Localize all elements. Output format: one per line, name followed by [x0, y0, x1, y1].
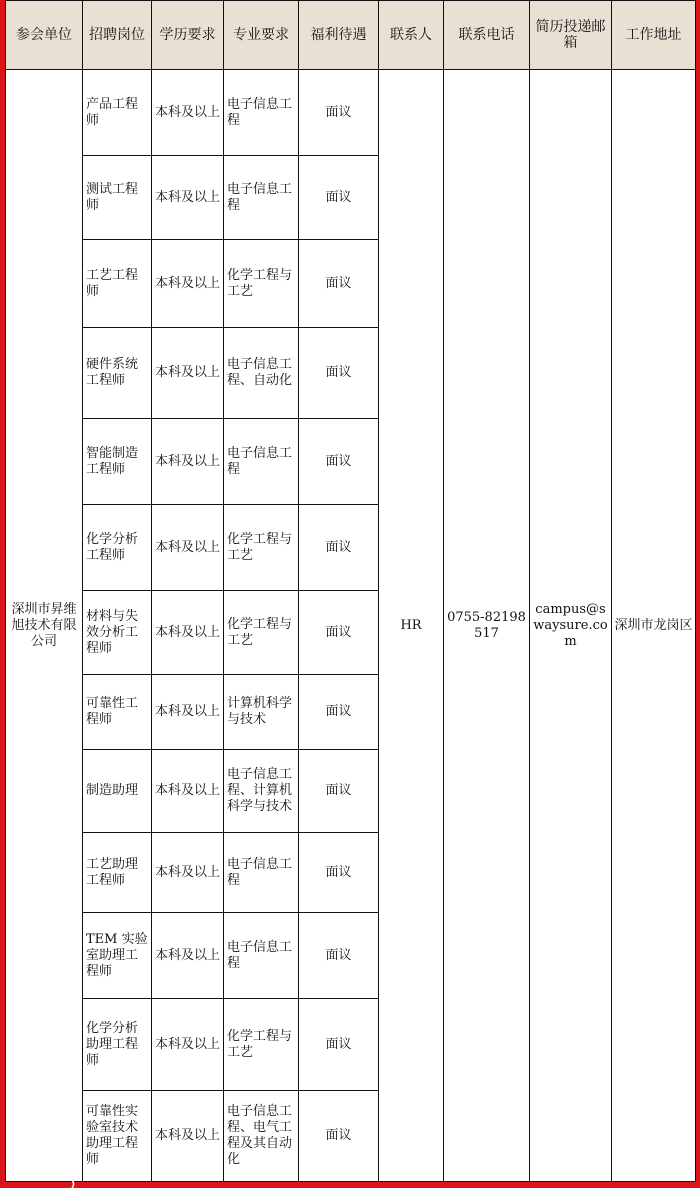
- header-company: 参会单位: [6, 1, 83, 70]
- benefits-cell: 面议: [299, 505, 379, 591]
- table-body: [6, 70, 696, 1182]
- header-contact: 联系人: [379, 1, 444, 70]
- major-cell: 电子信息工程、自动化: [224, 328, 299, 419]
- recruitment-table: [5, 0, 696, 1182]
- major-cell: 电子信息工程: [224, 913, 299, 999]
- major-cell: 化学工程与工艺: [224, 240, 299, 328]
- header-position: 招聘岗位: [83, 1, 152, 70]
- position-cell: 工艺工程师: [83, 240, 152, 328]
- education-cell: 本科及以上: [152, 675, 224, 750]
- education-cell: 本科及以上: [152, 70, 224, 156]
- benefits-cell: 面议: [299, 999, 379, 1091]
- address-cell: 深圳市龙岗区: [612, 70, 696, 1182]
- education-cell: 本科及以上: [152, 156, 224, 240]
- benefits-cell: 面议: [299, 328, 379, 419]
- header-row: [6, 1, 696, 70]
- phone-cell: 0755-82198517: [444, 70, 530, 1182]
- position-cell: 可靠性实验室技术助理工程师: [83, 1091, 152, 1182]
- position-cell: 产品工程师: [83, 70, 152, 156]
- benefits-cell: 面议: [299, 591, 379, 675]
- table-row: [6, 70, 696, 156]
- position-cell: 可靠性工程师: [83, 675, 152, 750]
- major-cell: 电子信息工程: [224, 419, 299, 505]
- position-cell: 材料与失效分析工程师: [83, 591, 152, 675]
- position-cell: 智能制造工程师: [83, 419, 152, 505]
- benefits-cell: 面议: [299, 1091, 379, 1182]
- benefits-cell: 面议: [299, 240, 379, 328]
- major-cell: 化学工程与工艺: [224, 999, 299, 1091]
- benefits-cell: 面议: [299, 70, 379, 156]
- benefits-cell: 面议: [299, 750, 379, 833]
- benefits-cell: 面议: [299, 419, 379, 505]
- position-cell: 工艺助理工程师: [83, 833, 152, 913]
- major-cell: 电子信息工程、计算机科学与技术: [224, 750, 299, 833]
- header-benefits: 福利待遇: [299, 1, 379, 70]
- major-cell: 电子信息工程: [224, 156, 299, 240]
- education-cell: 本科及以上: [152, 750, 224, 833]
- recruitment-table-frame: [5, 0, 695, 1176]
- education-cell: 本科及以上: [152, 240, 224, 328]
- education-cell: 本科及以上: [152, 328, 224, 419]
- email-cell: campus@swaysure.com: [530, 70, 612, 1182]
- benefits-cell: 面议: [299, 913, 379, 999]
- major-cell: 化学工程与工艺: [224, 505, 299, 591]
- education-cell: 本科及以上: [152, 505, 224, 591]
- education-cell: 本科及以上: [152, 591, 224, 675]
- position-cell: 制造助理: [83, 750, 152, 833]
- position-cell: TEM 实验室助理工程师: [83, 913, 152, 999]
- major-cell: 电子信息工程: [224, 70, 299, 156]
- education-cell: 本科及以上: [152, 419, 224, 505]
- major-cell: 化学工程与工艺: [224, 591, 299, 675]
- education-cell: 本科及以上: [152, 1091, 224, 1182]
- header-education: 学历要求: [152, 1, 224, 70]
- education-cell: 本科及以上: [152, 913, 224, 999]
- major-cell: 电子信息工程、电气工程及其自动化: [224, 1091, 299, 1182]
- header-email: 简历投递邮箱: [530, 1, 612, 70]
- benefits-cell: 面议: [299, 833, 379, 913]
- position-cell: 化学分析工程师: [83, 505, 152, 591]
- company-cell: 深圳市昇维旭技术有限公司: [6, 70, 83, 1182]
- major-cell: 计算机科学与技术: [224, 675, 299, 750]
- header-major: 专业要求: [224, 1, 299, 70]
- benefits-cell: 面议: [299, 675, 379, 750]
- position-cell: 测试工程师: [83, 156, 152, 240]
- major-cell: 电子信息工程: [224, 833, 299, 913]
- contact-cell: HR: [379, 70, 444, 1182]
- header-address: 工作地址: [612, 1, 696, 70]
- education-cell: 本科及以上: [152, 833, 224, 913]
- position-cell: 化学分析助理工程师: [83, 999, 152, 1091]
- education-cell: 本科及以上: [152, 999, 224, 1091]
- benefits-cell: 面议: [299, 156, 379, 240]
- header-phone: 联系电话: [444, 1, 530, 70]
- position-cell: 硬件系统工程师: [83, 328, 152, 419]
- decorative-swoosh: [30, 1178, 90, 1188]
